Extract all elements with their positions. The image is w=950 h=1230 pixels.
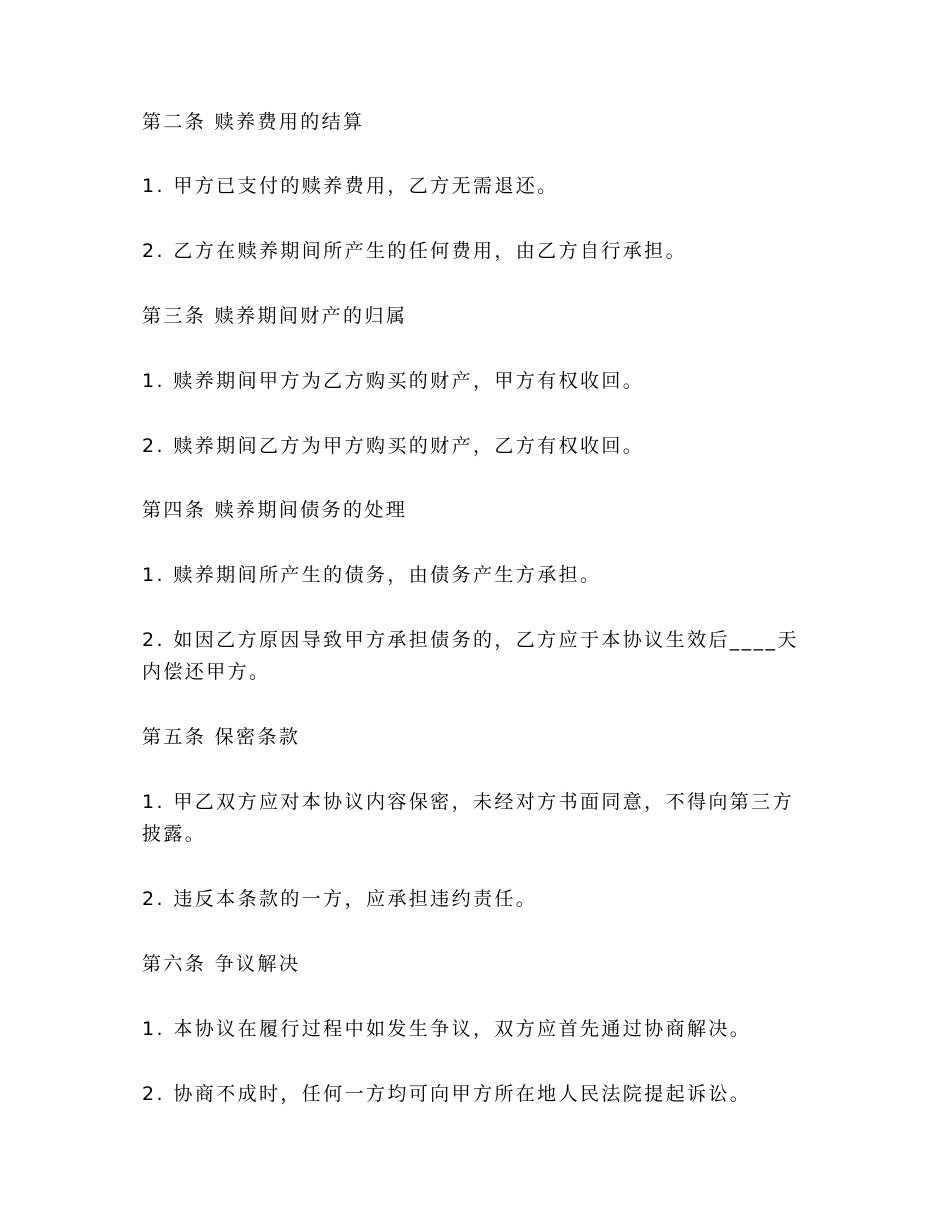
article-2-clause-1: 1. 甲方已支付的赎养费用，乙方无需退还。 <box>142 175 559 197</box>
article-3-clause-1: 1. 赎养期间甲方为乙方购买的财产，甲方有权收回。 <box>142 370 645 392</box>
article-4-clause-2-line-2: 内偿还甲方。 <box>142 661 271 683</box>
article-6-clause-2: 2. 协商不成时，任何一方均可向甲方所在地人民法院提起诉讼。 <box>142 1083 752 1105</box>
article-5-clause-1-line-2: 披露。 <box>142 823 207 845</box>
article-5-clause-2: 2. 违反本条款的一方，应承担违约责任。 <box>142 888 538 910</box>
article-2-heading: 第二条 赎养费用的结算 <box>142 111 365 133</box>
article-4-heading: 第四条 赎养期间债务的处理 <box>142 499 408 521</box>
article-2-clause-2: 2. 乙方在赎养期间所产生的任何费用，由乙方自行承担。 <box>142 240 687 262</box>
article-3-heading: 第三条 赎养期间财产的归属 <box>142 305 408 327</box>
article-6-heading: 第六条 争议解决 <box>142 953 301 975</box>
article-6-clause-1: 1. 本协议在履行过程中如发生争议，双方应首先通过协商解决。 <box>142 1018 752 1040</box>
article-5-clause-1-line-1: 1. 甲乙双方应对本协议内容保密，未经对方书面同意，不得向第三方 <box>142 791 794 813</box>
article-3-clause-2: 2. 赎养期间乙方为甲方购买的财产，乙方有权收回。 <box>142 435 645 457</box>
article-4-clause-1: 1. 赎养期间所产生的债务，由债务产生方承担。 <box>142 564 602 586</box>
article-4-clause-2-line-1: 2. 如因乙方原因导致甲方承担债务的，乙方应于本协议生效后____天 <box>142 629 799 651</box>
article-5-heading: 第五条 保密条款 <box>142 726 301 748</box>
